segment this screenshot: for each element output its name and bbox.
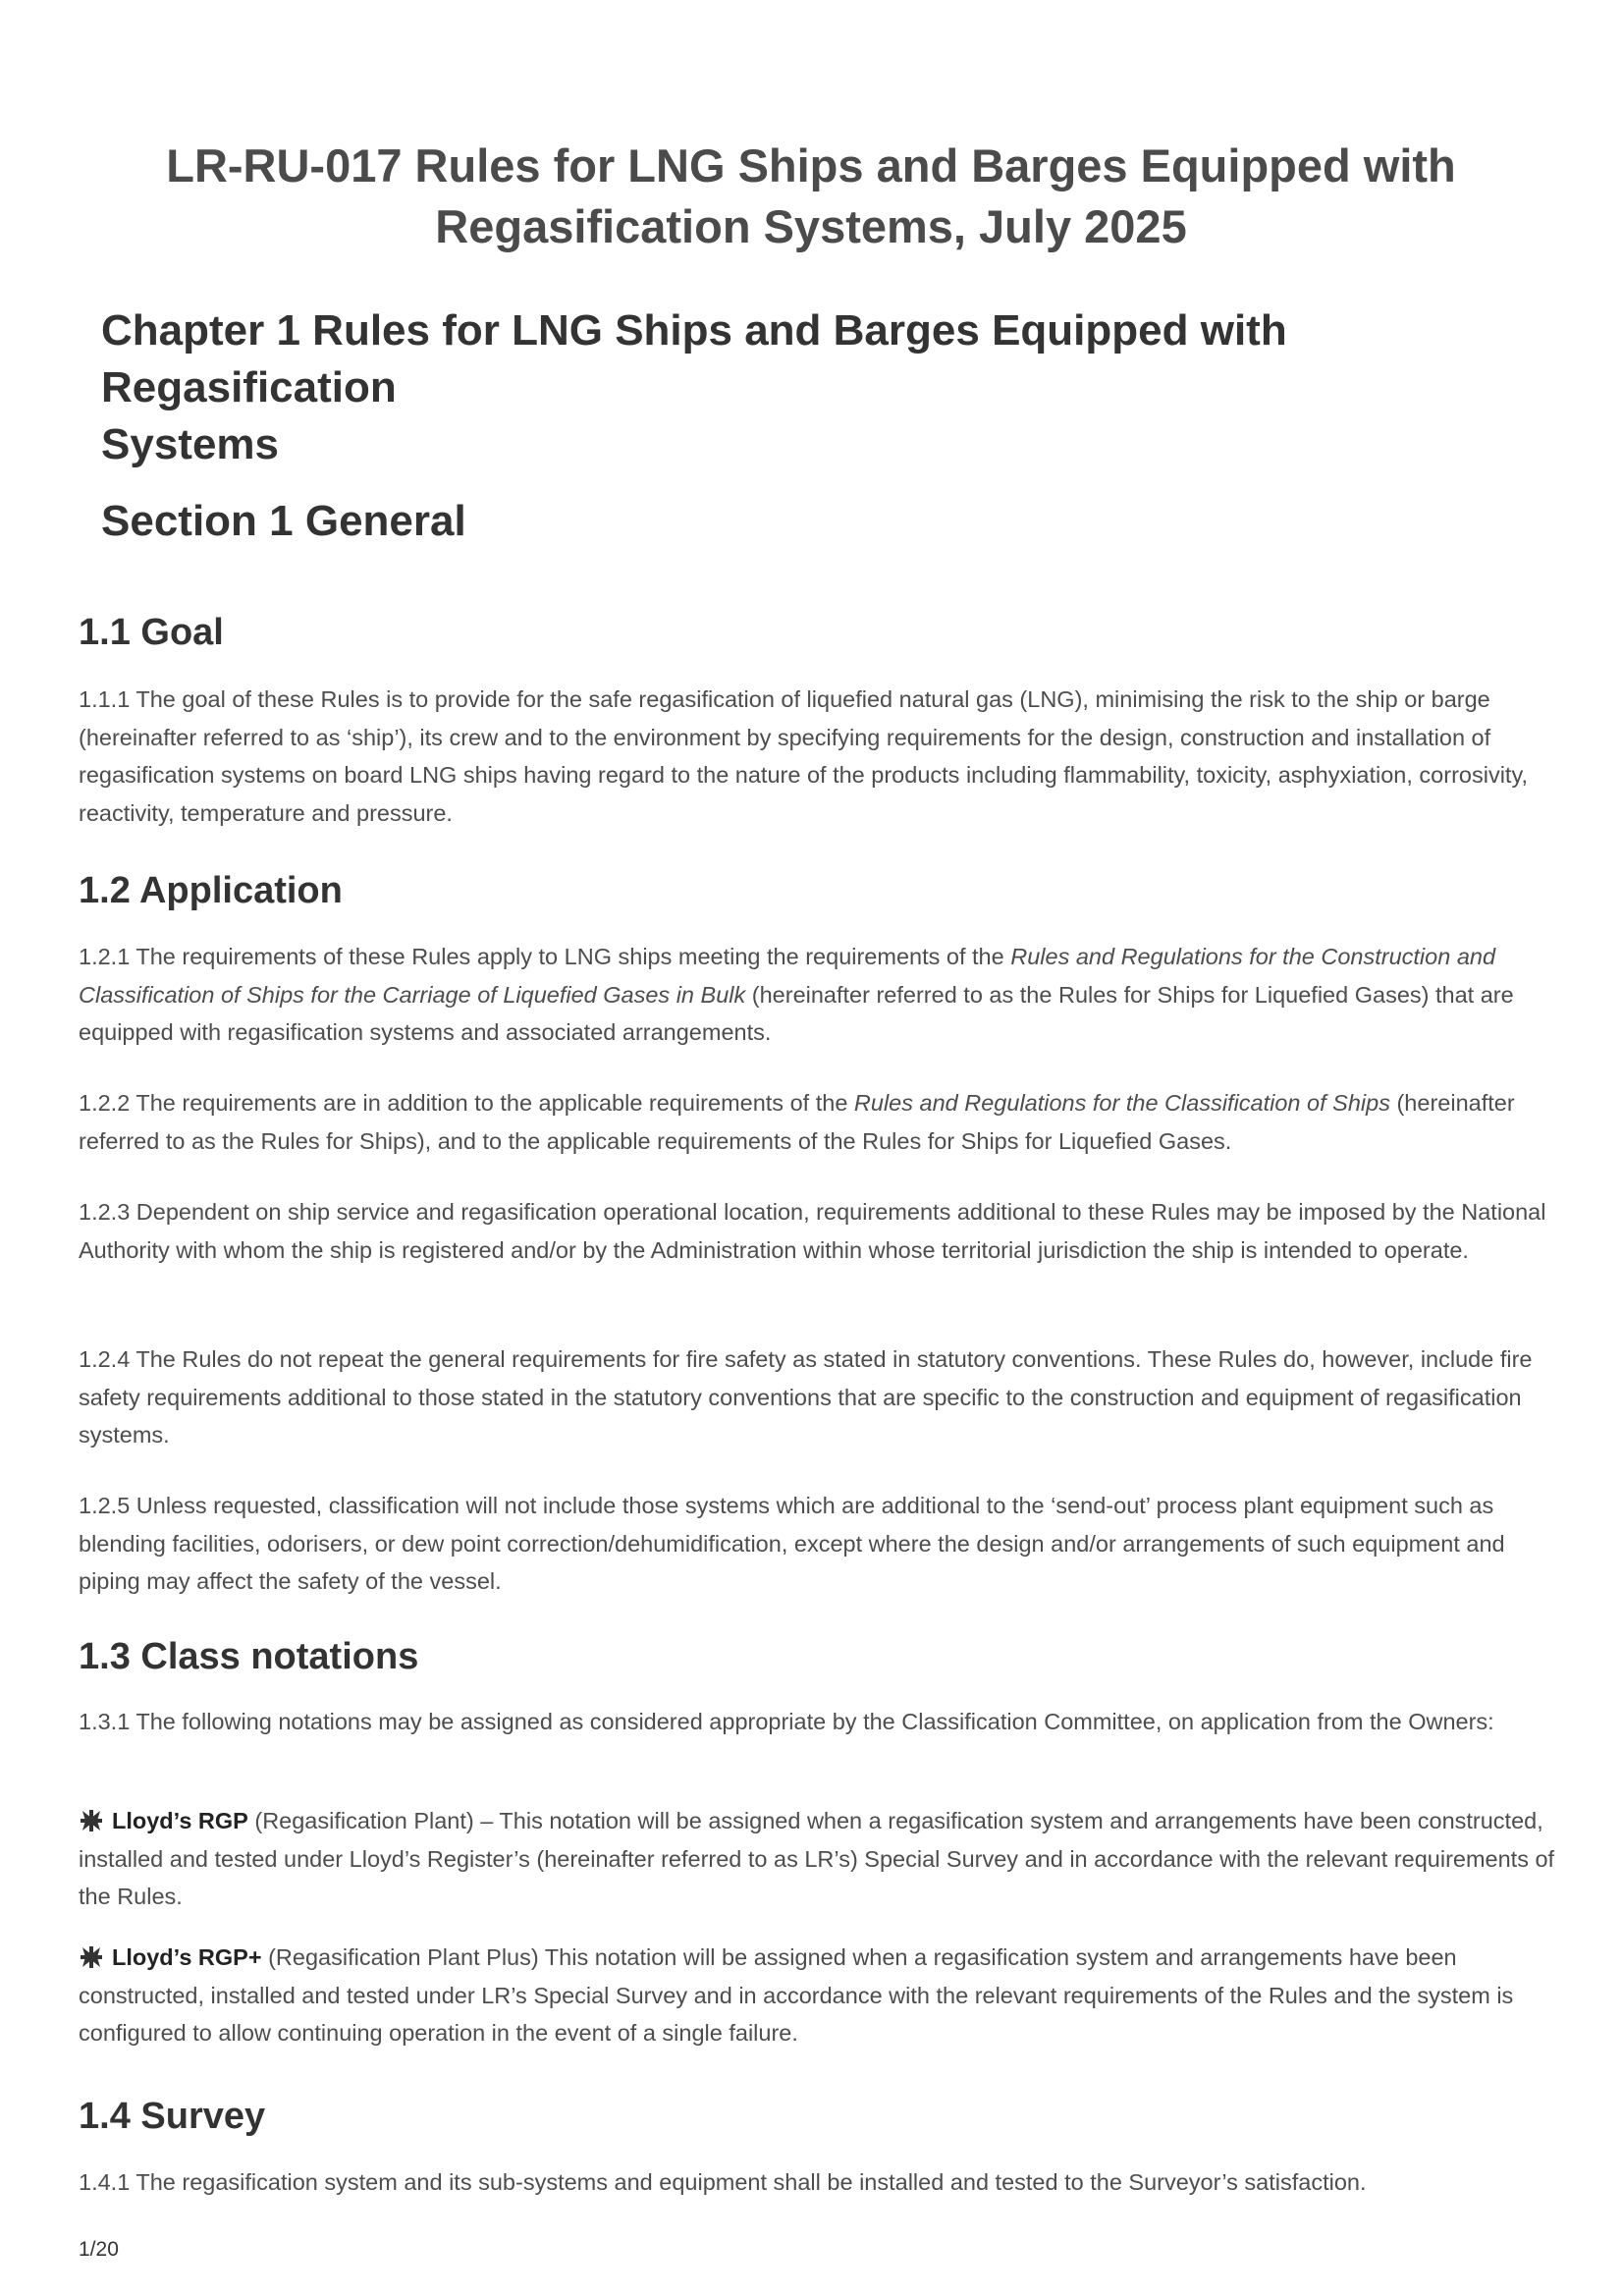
notation-rgp-label: Lloyd’s RGP — [112, 1808, 248, 1833]
paragraph-1-2-4: 1.2.4 The Rules do not repeat the general requirements for fire safety as stated in statutory conventions. These Rules do, however, include fire safety requirements additional to those stated in the statutory conventions that are specific to the construction and equipment of regasification systems. — [79, 1346, 1533, 1448]
document-title-line1: LR-RU-017 Rules for LNG Ships and Barges Equipped with — [166, 139, 1456, 191]
heading-goal: 1.1 Goal — [79, 612, 224, 653]
paragraph-1-2-1-text-b: (hereinafter referred to as the Rules for Ships for Liquefied Gases) that are equipped with regasification systems and associated arrangements. — [79, 981, 1514, 1045]
notation-rgp-plus-text: (Regasification Plant Plus) This notation will be assigned when a regasification system and arrangements have been constructed, installed and tested under LR’s Special Survey and in accordance with the relevant requirements of the Rules and the system is configured to allow continuing operation in the event of a single failure. — [79, 1944, 1514, 2046]
notation-rgp-plus — [79, 1939, 1561, 2052]
maltese-cross-icon — [79, 1808, 104, 1833]
chapter-title-line2: Systems — [101, 420, 280, 468]
paragraph-1-2-1-text-a: 1.2.1 The requirements of these Rules apply to LNG ships meeting the requirements of the — [79, 944, 1011, 969]
document-title-line2: Regasification Systems, July 2025 — [435, 200, 1187, 252]
notation-rgp-text: (Regasification Plant) – This notation will be assigned when a regasification system and arrangements have been constructed, installed and tested under Lloyd’s Register’s (hereinafter referred to as LR’s) Special Survey and in accordance with the relevant requirements of the Rules. — [79, 1808, 1555, 1909]
paragraph-1-2-1 — [79, 938, 1561, 1052]
paragraph-1-2-5: 1.2.5 Unless requested, classification will not include those systems which are additional to the ‘send-out’ process plant equipment such as blending facilities, odorisers, or dew point correction/dehumidification, except where the design and/or arrangements of such equipment and piping may affect the safety of the vessel. — [79, 1493, 1505, 1594]
rules-reference-liquefied-gases: Rules and Regulations for the Construction and Classification of Ships for the Carriage of Liquefied Gases in Bulk — [79, 944, 1496, 1008]
heading-application: 1.2 Application — [79, 870, 343, 911]
section-title: Section 1 General — [101, 497, 466, 545]
paragraph-1-4-1: 1.4.1 The regasification system and its sub-systems and equipment shall be installed and tested to the Surveyor’s satisfaction. — [79, 2169, 1367, 2195]
chapter-title — [101, 302, 1554, 473]
rules-reference-classification: Rules and Regulations for the Classification of Ships — [853, 1090, 1390, 1116]
page-number: 1/20 — [79, 2238, 119, 2261]
heading-class-notations: 1.3 Class notations — [79, 1636, 419, 1677]
paragraph-1-2-2-text-b: (hereinafter referred to as the Rules for Ships), and to the applicable requirements of the Rules for Ships for Liquefied Gases. — [79, 1090, 1515, 1154]
maltese-cross-icon — [79, 1944, 104, 1970]
paragraph-1-2-3: 1.2.3 Dependent on ship service and regasification operational location, requirements additional to these Rules may be imposed by the National Authority with whom the ship is registered and/or by the Administration within whose territorial jurisdiction the ship is intended to operate. — [79, 1199, 1546, 1263]
notation-rgp-plus-label: Lloyd’s RGP+ — [112, 1944, 262, 1970]
paragraph-1-1-1: 1.1.1 The goal of these Rules is to provide for the safe regasification of liquefied natural gas (LNG), minimising the risk to the ship or barge (hereinafter referred to as ‘ship’), its crew and to the environment by specifying requirements for the design, construction and installation of regasification systems on board LNG ships having regard to the nature of the products including flammability, toxicity, asphyxiation, corrosivity, reactivity, temperature and pressure. — [79, 686, 1528, 826]
chapter-title-line1: Chapter 1 Rules for LNG Ships and Barges Equipped with Regasification — [101, 306, 1287, 411]
paragraph-1-2-2 — [79, 1084, 1561, 1160]
heading-survey: 1.4 Survey — [79, 2096, 266, 2137]
notation-rgp — [79, 1802, 1561, 1916]
document-title — [118, 136, 1504, 257]
paragraph-1-3-1: 1.3.1 The following notations may be assigned as considered appropriate by the Classification Committee, on application from the Owners: — [79, 1709, 1494, 1734]
paragraph-1-2-2-text-a: 1.2.2 The requirements are in addition to the applicable requirements of the — [79, 1090, 854, 1116]
